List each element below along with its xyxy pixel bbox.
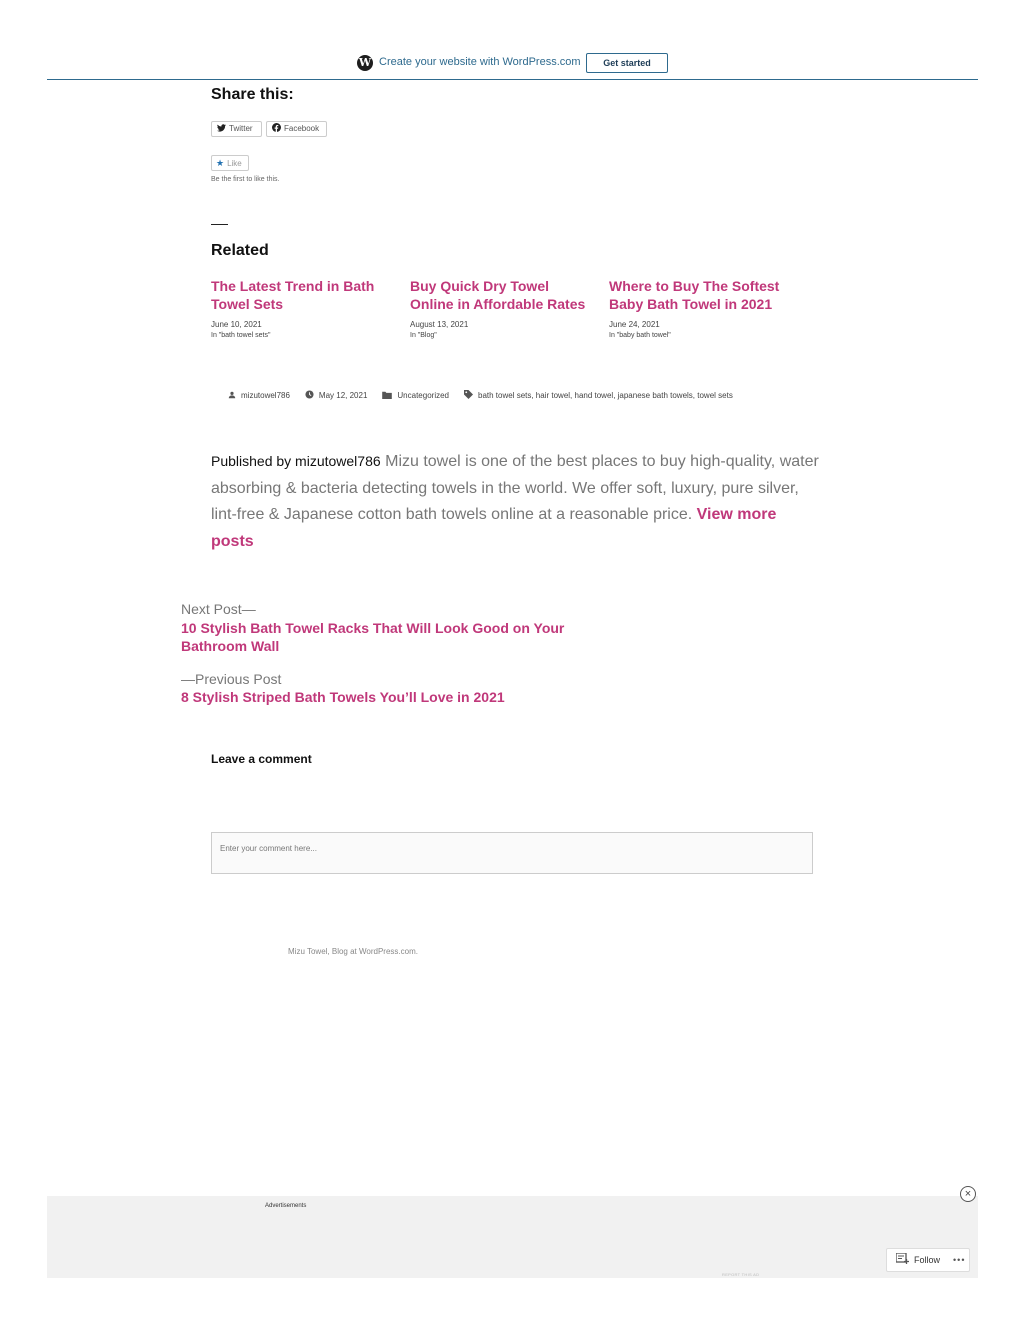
previous-post-link[interactable]: 8 Stylish Striped Bath Towels You’ll Love in 2021 [181,689,505,705]
wordpress-logo-icon[interactable]: W [358,56,372,69]
clock-icon [305,390,314,401]
related-heading: Related [211,242,269,259]
category-link[interactable]: Uncategorized [397,391,449,400]
tags-list[interactable]: bath towel sets, hair towel, hand towel, japanese bath towels, towel sets [478,391,733,400]
twitter-icon [217,121,226,137]
author-bio: Mizu towel is one of the best places to buy high-quality, water absorbing & bacteria detecting towels in the world. We offer soft, luxury, pure silver, lint-free & Japanese cotton bath towels online at a reasonable price. [211,453,819,523]
author-box [211,448,821,555]
facebook-label: Facebook [284,124,320,133]
author-link[interactable]: mizutowel786 [241,391,290,400]
advertisements-label: Advertisements [265,1203,307,1209]
related-post-date: August 13, 2021 [410,320,469,329]
share-twitter-button[interactable] [211,121,262,137]
next-post-link[interactable]: 10 Stylish Bath Towel Racks That Will Look Good on Your Bathroom Wall [181,620,565,654]
entry-meta [228,390,748,401]
get-started-button[interactable]: Get started [586,53,668,73]
share-heading: Share this: [211,86,294,103]
post-date-link[interactable]: May 12, 2021 [318,391,368,400]
related-post-date: June 10, 2021 [211,320,262,329]
related-post-category: In "bath towel sets" [211,332,271,339]
related-post [211,277,396,339]
like-button[interactable] [211,155,249,171]
tag-icon [464,390,473,401]
star-icon: ★ [216,157,225,168]
advertisement-area [47,1196,978,1278]
share-facebook-button[interactable] [266,121,327,137]
site-footer-credit[interactable]: Mizu Towel, Blog at WordPress.com. [288,947,418,956]
related-post-category: In "Blog" [410,332,437,339]
person-icon [228,391,236,401]
folder-icon [382,391,392,401]
follow-label: Follow [914,1255,941,1265]
close-icon[interactable]: × [960,1186,976,1202]
banner-link[interactable]: Create your website with WordPress.com [379,56,581,68]
published-by: Published by mizutowel786 [211,453,381,469]
follow-button[interactable] [886,1248,970,1272]
related-post-link[interactable]: Buy Quick Dry Towel Online in Affordable Rates [410,278,586,312]
previous-post-label: —Previous Post [181,671,282,687]
next-post-label: Next Post— [181,601,256,617]
like-note: Be the first to like this. [211,176,280,183]
facebook-icon [272,121,281,137]
view-more-posts-link[interactable]: View more posts [211,506,777,550]
related-post [609,277,794,339]
related-post-date: June 24, 2021 [609,320,660,329]
related-post [410,277,595,339]
related-post-link[interactable]: Where to Buy The Softest Baby Bath Towel in 2021 [609,278,780,312]
leave-comment-heading: Leave a comment [211,752,312,766]
related-post-link[interactable]: The Latest Trend in Bath Towel Sets [211,278,375,312]
twitter-label: Twitter [229,124,253,133]
section-divider [211,224,228,225]
more-options-icon[interactable]: ••• [953,1255,966,1265]
like-label: Like [227,158,242,168]
reader-follow-icon [896,1253,909,1267]
report-ad-link[interactable]: REPORT THIS AD [722,1272,760,1277]
related-post-category: In "baby bath towel" [609,332,671,339]
comment-input[interactable]: Enter your comment here... [211,832,813,874]
